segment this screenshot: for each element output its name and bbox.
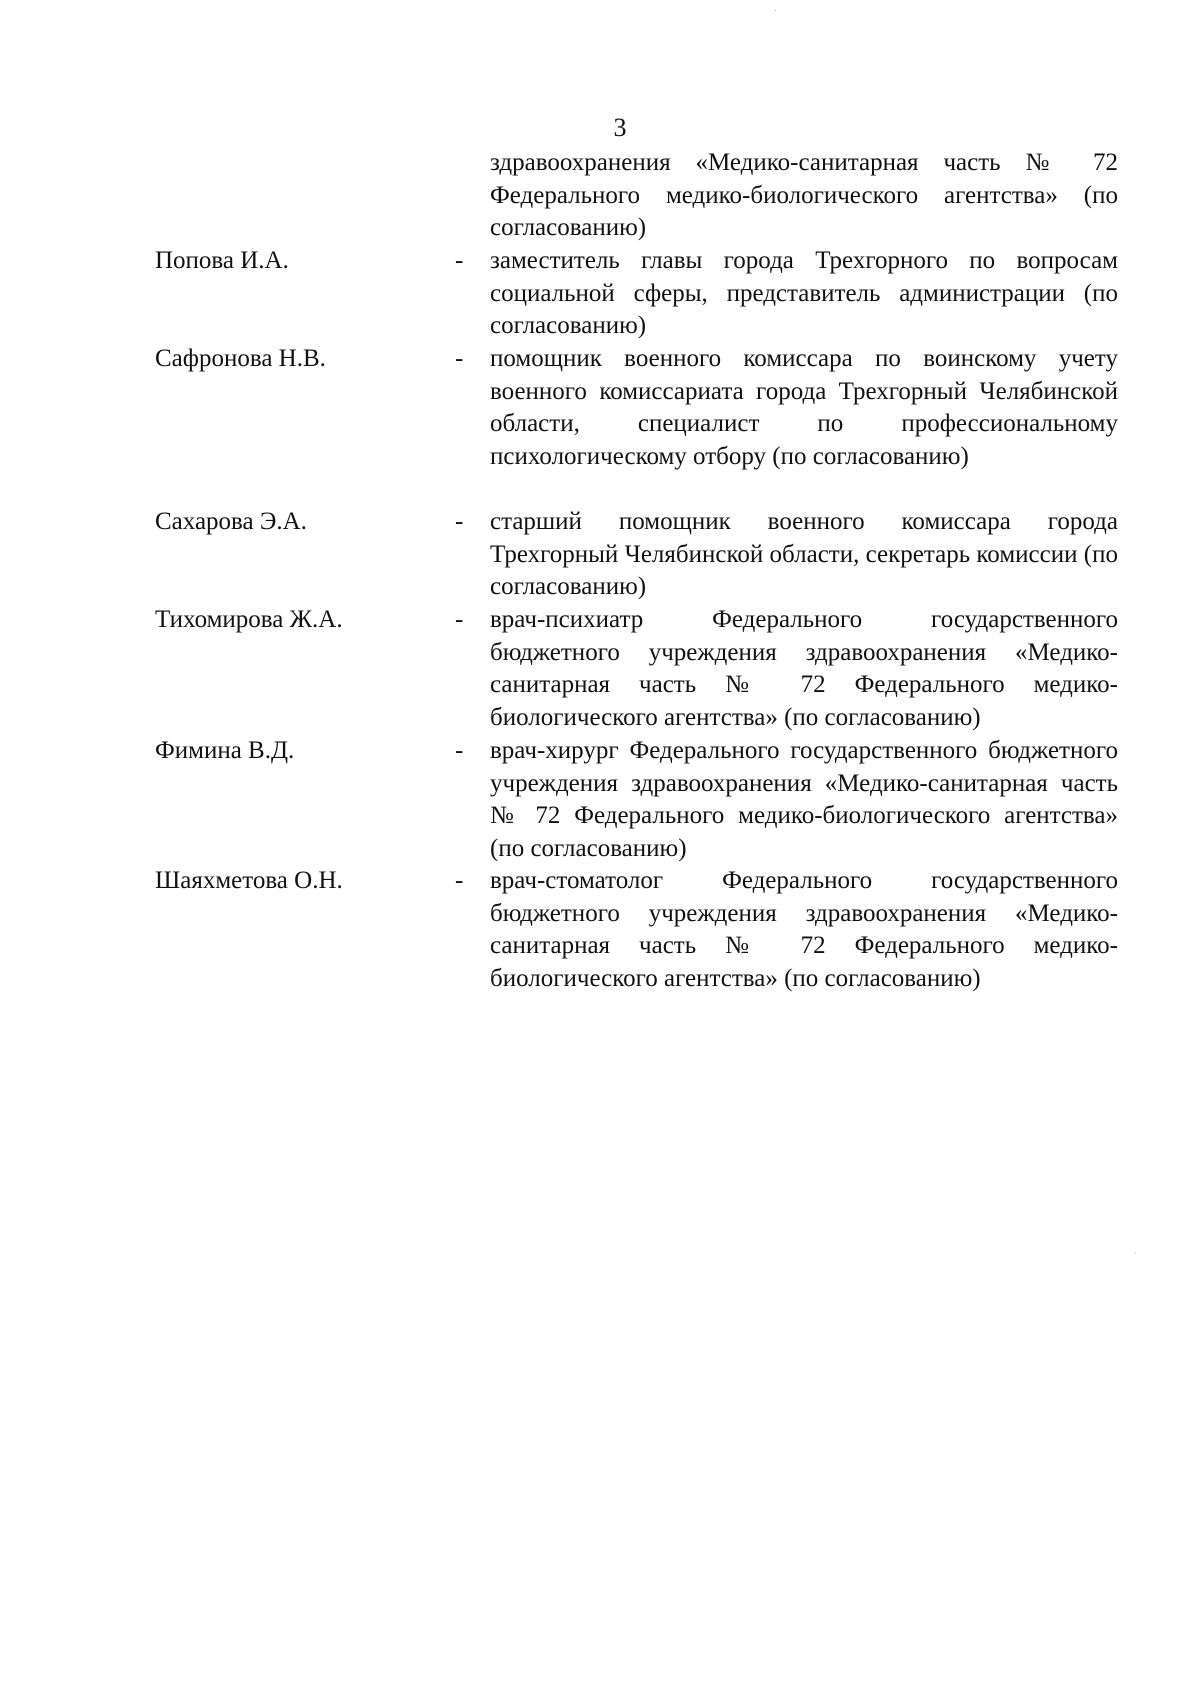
member-dash: - <box>455 247 464 274</box>
member-description: старший помощник военного комиссара города Трехгорный Челябинской области, секретарь комиссии (по согласованию) <box>490 508 1118 600</box>
member-name: Тихомирова Ж.А. <box>155 606 343 633</box>
member-name: Сахарова Э.А. <box>155 508 307 535</box>
member-dash: - <box>455 345 464 372</box>
member-description: врач-стоматолог Федерального государственного бюджетного учреждения здравоохранения «Медико-санитарная часть № 72 Федерального медико-биологического агентства» (по согласованию) <box>490 867 1118 992</box>
member-name: Шаяхметова О.Н. <box>155 867 343 894</box>
member-description: врач-психиатр Федерального государственного бюджетного учреждения здравоохранения «Медико-санитарная часть № 72 Федерального медико-биологического агентства» (по согласованию) <box>490 606 1118 731</box>
page-number: 3 <box>613 113 627 142</box>
member-name: Попова И.А. <box>155 247 289 274</box>
member-dash: - <box>455 508 464 535</box>
member-description: врач-хирург Федерального государственного бюджетного учреждения здравоохранения «Медико-санитарная часть № 72 Федерального медико-биологического агентства» (по согласованию) <box>490 737 1118 862</box>
member-name: Сафронова Н.В. <box>155 345 326 372</box>
member-dash: - <box>455 737 464 764</box>
scan-speck <box>775 10 776 11</box>
member-description: помощник военного комиссара по воинскому учету военного комиссариата города Трехгорный Челябинской области, специалист по профессиональному психологическому отбору (по согласованию) <box>490 345 1118 470</box>
member-dash: - <box>455 867 464 894</box>
member-name: Фимина В.Д. <box>155 737 295 764</box>
continuation-text: здравоохранения «Медико-санитарная часть № 72 Федерального медико-биологического агентства» (по согласованию) <box>490 149 1118 241</box>
scan-speck <box>1135 1252 1136 1253</box>
member-description: заместитель главы города Трехгорного по вопросам социальной сферы, представитель администрации (по согласованию) <box>490 247 1118 339</box>
member-dash: - <box>455 606 464 633</box>
